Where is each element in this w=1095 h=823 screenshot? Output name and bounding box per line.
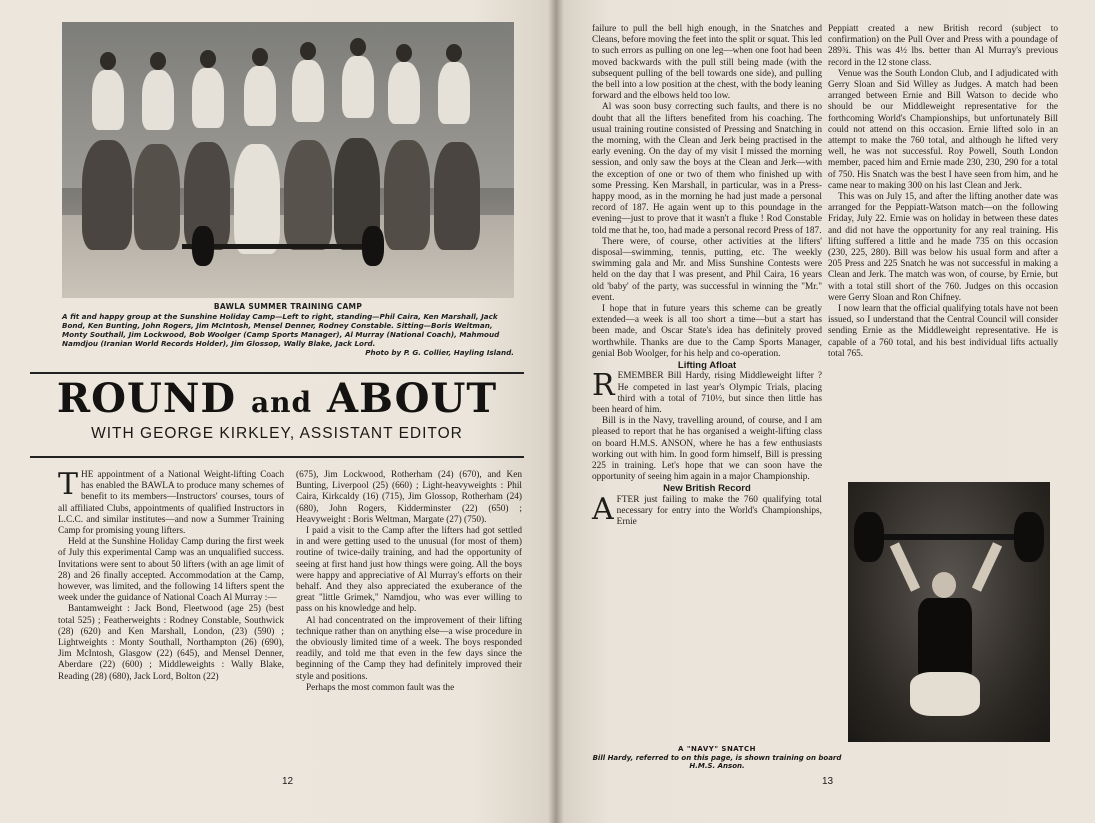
lifter-head bbox=[100, 52, 116, 70]
page-number: 13 bbox=[822, 776, 834, 787]
paragraph-text: EMEMBER Bill Hardy, rising Middleweight lifter ? He competed in last year's Olympic Trials, placing third with a total of 710½, but since then little has been heard of him. bbox=[592, 371, 822, 415]
paragraph: Al had concentrated on the improvement of their lifting technique rather than on anything else—a wise procedure in the obviously limited time of a week. The boys responded readily, and told me that even in the few days since the beginning of the Camp they had definitely improved their style and positions. bbox=[296, 615, 522, 682]
lifter-figure bbox=[134, 144, 180, 250]
lifter-figure bbox=[142, 70, 174, 130]
subhead-new-british-record: New British Record bbox=[663, 483, 751, 495]
drop-cap: R bbox=[592, 368, 615, 404]
right-column-1 bbox=[592, 24, 822, 528]
lifter-head bbox=[446, 44, 462, 62]
right-column-2 bbox=[828, 24, 1058, 360]
lifter-head bbox=[252, 48, 268, 66]
paragraph: Peppiatt created a new British record (subject to confirmation) on the Pull Over and Press with a poundage of 289¾. This was 4½ lbs. better than Al Murray's previous record in the 12 stone class. bbox=[828, 24, 1058, 68]
team-photo-caption bbox=[62, 302, 514, 357]
lifter-figure bbox=[388, 62, 420, 124]
paragraph: I paid a visit to the Camp after the lifters had got settled in and were getting used to the unusual (for most of them) routine of twice-daily training, and had the opportunity of seeing at first hand just how things were going. All the boys were happy and appreciative of Al Murray's efforts on their behalf. And they also appreciated the exuberance of the great "little Grimek," Namdjou, who was ever willing to pass on his knowledge and help. bbox=[296, 526, 522, 615]
title-word-about: ABOUT bbox=[327, 375, 498, 422]
lifter-arm bbox=[972, 542, 1002, 592]
lifter-head bbox=[150, 52, 166, 70]
lifter-vest bbox=[918, 598, 972, 678]
paragraph: I now learn that the official qualifying totals have not been issued, so I understand that the Central Council will consider sending Ernie as the Middleweight representative. He is capable of a 760 total, and his best individual lifts actually total 765. bbox=[828, 304, 1058, 359]
team-photo bbox=[62, 22, 514, 298]
paragraph: Bantamweight : Jack Bond, Fleetwood (age 25) (best total 525) ; Featherweights : Rodney Constable, Southwick (28) (620) and Ken Marshall, London, (23) (590) ; Lightweights : Monty Southall, Northampton (26) (690), Jim McIntosh, Glasgow (22) (645), and Mensel Denner, Aberdare (22) (600) ; Middleweights : Wally Blake, Reading (28) (680), Jack Lord, Bolton (22) bbox=[58, 604, 284, 682]
lifter-legs bbox=[910, 672, 980, 716]
subhead-lifting-afloat: Lifting Afloat bbox=[677, 360, 737, 372]
paragraph: Al was soon busy correcting such faults, and there is no doubt that all the lifters benefited from his coaching. The usual training routine consisted of Pressing and Snatching in the morning, with the Clean and Jerk being practised in the early evening. On the day of my visit I missed the morning session, and only saw the boys at the Clean and Jerk—with the exception of one or two of them who finished up with some Pressing. Ken Marshall, in particular, was in a Press-happy mood, as in the morning he had just made a personal record of 187. He again went up to this poundage in the evening—just to prove that it wasn't a fluke ! Rod Constable told me that he, too, had made a personal record Press of 187. bbox=[592, 102, 822, 236]
paragraph: (675), Jim Lockwood, Rotherham (24) (670), and Ken Bunting, Liverpool (25) (660) ; Light-heavyweights : Phil Caira, Kirkcaldy (16) (715), Jim Glossop, Rotherham (24) (680), John Rogers, Kidderminster (22) (650) ; Heavyweight : Boris Weltman, Margate (27) (750). bbox=[296, 470, 522, 525]
photo-credit: Photo by P. G. Collier, Hayling Island. bbox=[365, 348, 514, 357]
title-word-and: and bbox=[251, 386, 313, 419]
barbell-plate bbox=[362, 226, 384, 266]
lifter-figure bbox=[82, 140, 132, 250]
lifter-figure bbox=[244, 66, 276, 126]
left-column-1 bbox=[58, 467, 284, 683]
paragraph-text: FTER just failing to make the 760 qualifying total necessary for entry into the World's Championships, Ernie bbox=[616, 494, 822, 527]
barbell-plate bbox=[1014, 512, 1044, 562]
paragraph: I hope that in future years this scheme can be greatly extended—a week is all too short a time—but a start has been made, and Oscar State's idea has definitely proved worthwhile. Thanks are due to the Camp Sports Manager, genial Bob Woolger, for his help and co-operation. bbox=[592, 304, 822, 359]
drop-cap: A bbox=[592, 491, 614, 527]
article-title bbox=[30, 375, 524, 424]
page-gutter bbox=[548, 0, 564, 823]
lifter-figure bbox=[292, 60, 324, 122]
paragraph: This was on July 15, and after the lifting another date was arranged for the Peppiatt-Watson match—on the following Friday, July 22. Ernie was on holiday in between these dates and did not have the opportunity for any real training. His lifting suffered a little and he made 735 on this occasion (230, 225, 280). Bill was below his usual form and after a 205 Press and 225 Snatch he was not successful in making a Clean and Jerk. The match was won, of course, by Ernie, but with a total still short of the 760. Judges on this occasion were Gerry Sloan and Ron Chifney. bbox=[828, 192, 1058, 303]
caption-text: A fit and happy group at the Sunshine Holiday Camp—Left to right, standing—Phil Caira, Ken Marshall, Jack Bond, Ken Bunting, John Rogers, Jim McIntosh, Mensel Denner, Rodney Constable. Sitting—Boris Weltman, Monty Southall, Jim Lockwood, Bob Woolger (Camp Sports Manager), Al Murray (National Coach), Mahmoud Namdjou (Iranian World Records Holder), Jim Glossop, Wally Blake, Jack Lord. bbox=[62, 312, 500, 348]
barbell-plate bbox=[192, 226, 214, 266]
article-byline: WITH GEORGE KIRKLEY, ASSISTANT EDITOR bbox=[91, 425, 463, 442]
lifter-figure bbox=[192, 68, 224, 128]
lifter-figure bbox=[342, 56, 374, 118]
lifter-head bbox=[200, 50, 216, 68]
paragraph bbox=[592, 368, 822, 416]
left-column-2 bbox=[296, 470, 522, 694]
lifter-head bbox=[350, 38, 366, 56]
paragraph: failure to pull the bell high enough, in the Snatches and Cleans, before moving the feet into the split or squat. This led to such errors as pulling on one leg—when one foot had been moved backwards with the pull still being made (with the subsequent pulling of the bell towards one side), and pulling the bell into a low position at the chest, with the body leaning forward and the elbows held too low. bbox=[592, 24, 822, 102]
lifter-figure bbox=[434, 142, 480, 250]
title-rule-top bbox=[30, 372, 524, 374]
paragraph: Venue was the South London Club, and I adjudicated with Gerry Sloan and Sid Willey as Judges. A match had been arranged between Ernie and Bill Watson to decide who should be our Middleweight representative for the forthcoming World's Championships, but unfortunately Bill could not attend on this occasion. Ernie lifted solo in an attempt to make the 760 total, and although he lifted very well, he was not successful. Roy Powell, South London member, paced him and Ernie made 230, 230, 290 for a total of 750. His Snatch was the best I have seen from him, and he came near to making 300 on his last Clean and Jerk. bbox=[828, 68, 1058, 191]
lifter-figure bbox=[384, 140, 430, 250]
paragraph: Perhaps the most common fault was the bbox=[306, 682, 455, 693]
lifter-head bbox=[396, 44, 412, 62]
paragraph bbox=[58, 467, 284, 537]
lifter-head bbox=[300, 42, 316, 60]
navy-snatch-photo bbox=[848, 482, 1050, 742]
caption-title: A "NAVY" SNATCH bbox=[678, 745, 756, 753]
paragraph bbox=[592, 491, 822, 529]
lifter-figure bbox=[92, 70, 124, 130]
paragraph: There were, of course, other activities at the lifters' disposal—swimming, tennis, putting, etc. The weekly swimming gala and Mr. and Miss Sunshine Contests were held on the day that I was present, and Phil Caira, 16 years old 'baby' of the party, was successful in winning the "Mr." event. bbox=[592, 236, 822, 303]
caption-title: BAWLA SUMMER TRAINING CAMP bbox=[213, 302, 363, 311]
title-word-round: ROUND bbox=[56, 375, 237, 422]
barbell-plate bbox=[854, 512, 884, 562]
lifter-figure bbox=[234, 144, 280, 254]
barbell-bar bbox=[858, 534, 1040, 540]
paragraph: Bill is in the Navy, travelling around, of course, and I am pleased to report that he has organised a weight-lifting class on board H.M.S. ANSON, where he has a few enthusiasts working out with him. In good form himself, Bill is pressing 225 in training. Let's hope that we can soon have the opportunity of seeing him again in a major Championship. bbox=[592, 416, 822, 483]
title-rule-bottom bbox=[30, 456, 524, 458]
paragraph-text: HE appointment of a National Weight-lifting Coach has enabled the BAWLA to produce many schemes of benefit to its members—Instructors' courses, tours of all affiliated Clubs, appointments of qualified Instructors in L.C.C. and similar institutes—and now a Summer Training Camp for promising young lifters. bbox=[58, 470, 284, 537]
paragraph: Held at the Sunshine Holiday Camp during the first week of July this experimental Camp was an unqualified success. Invitations were sent to about 50 lifters (with an age limit of 28) and 26 finally accepted. Accommodation at the Camp, however, was limited, and the following 14 lifters spent the week under the guidance of National Coach Al Murray :— bbox=[58, 537, 284, 604]
lifter-arm bbox=[890, 542, 920, 592]
page-number: 12 bbox=[282, 776, 294, 787]
lifter-figure bbox=[438, 62, 470, 124]
drop-cap: T bbox=[58, 467, 79, 502]
navy-snatch-caption bbox=[592, 745, 842, 771]
lifter-figure bbox=[284, 140, 332, 250]
lifter-head bbox=[932, 572, 956, 598]
caption-text: Bill Hardy, referred to on this page, is shown training on board H.M.S. Anson. bbox=[592, 753, 842, 770]
